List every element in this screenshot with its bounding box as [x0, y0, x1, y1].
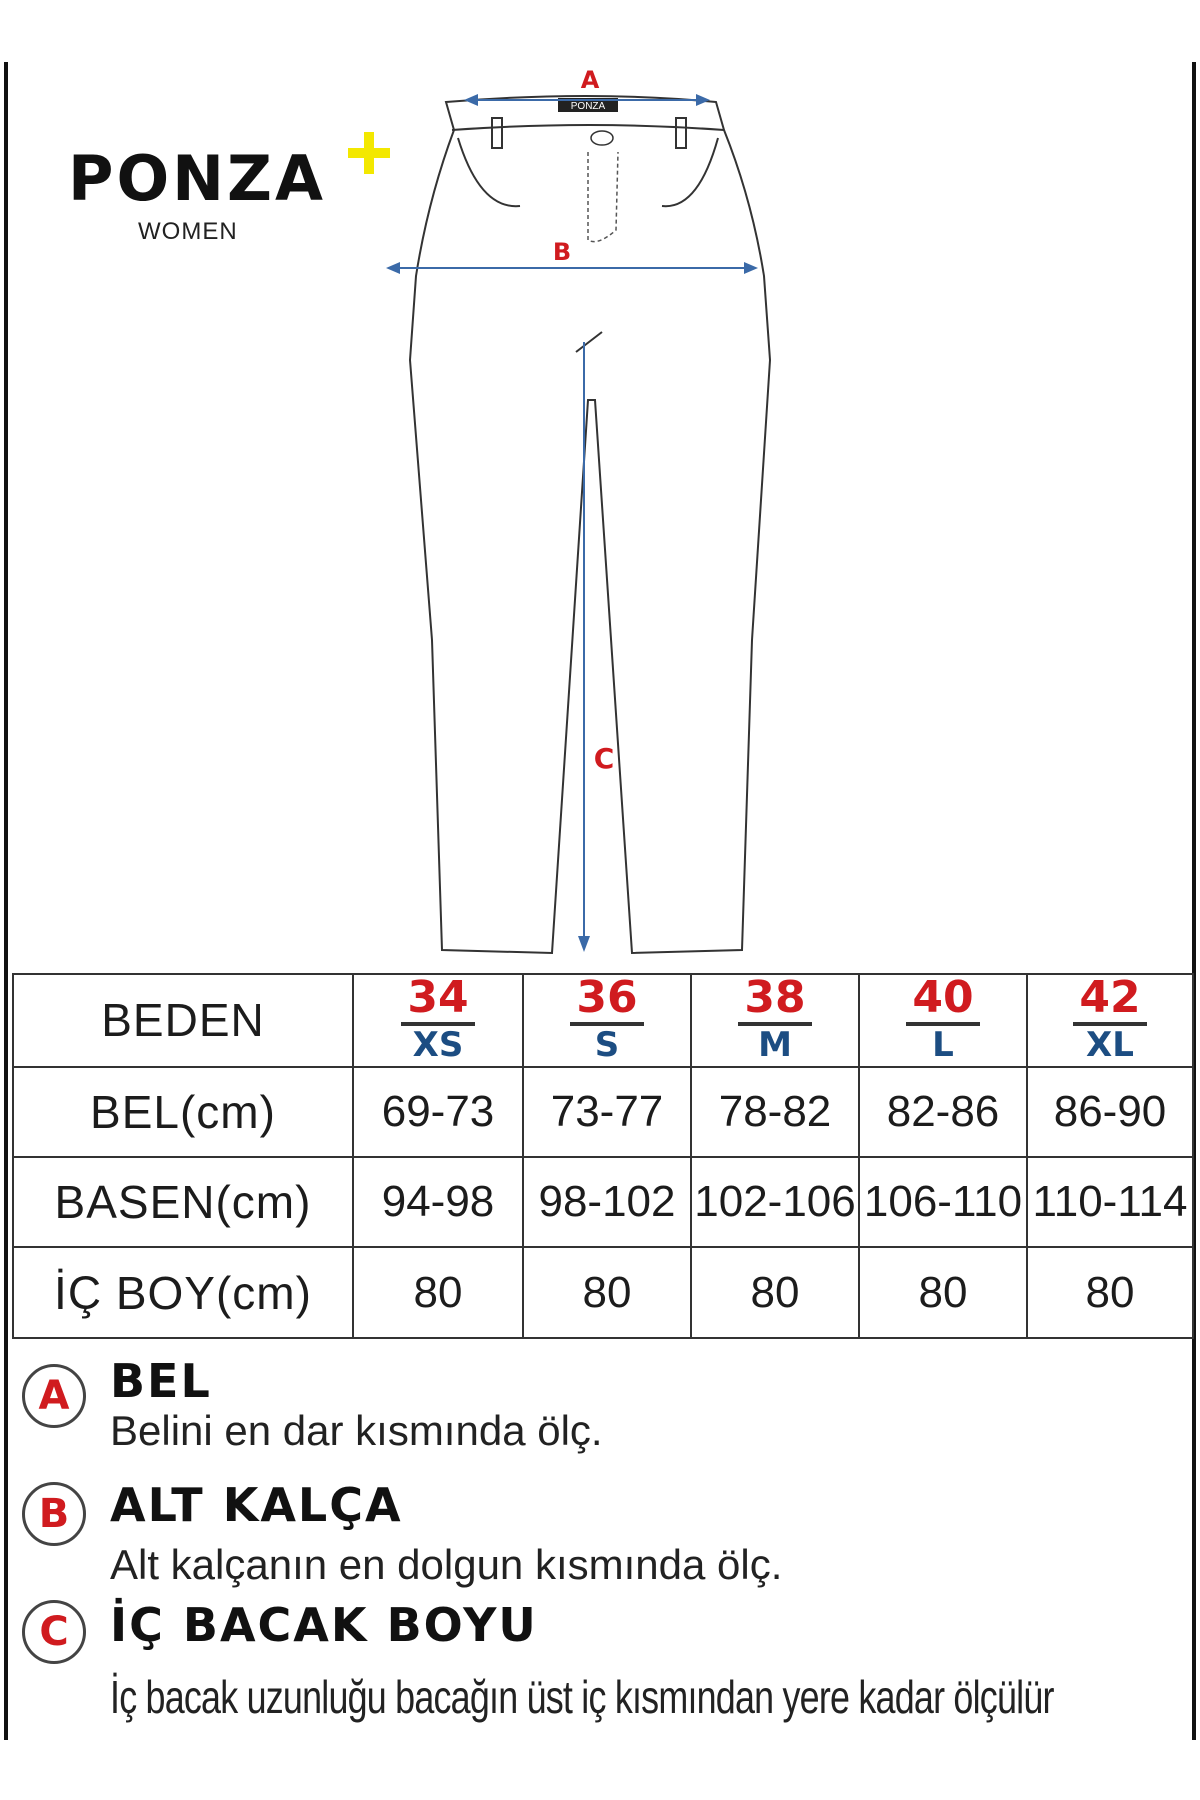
size-number: 40 — [906, 976, 979, 1026]
brand-subtitle: WOMEN — [138, 218, 238, 245]
table-cell: 80 — [691, 1247, 859, 1338]
size-cell-xs — [353, 974, 523, 1067]
row-label: İÇ BOY(cm) — [13, 1247, 353, 1338]
size-header-row — [13, 974, 1193, 1067]
table-cell: 110-114 — [1027, 1157, 1193, 1247]
legend-description: Belini en dar kısmında ölç. — [110, 1407, 603, 1454]
table-cell: 86-90 — [1027, 1067, 1193, 1157]
badge-b: B — [22, 1482, 86, 1546]
size-number: 36 — [570, 976, 643, 1026]
legend-item-c — [20, 1596, 1190, 1736]
size-code: XS — [412, 1025, 464, 1066]
row-label: BASEN(cm) — [13, 1157, 353, 1247]
size-cell-m — [691, 974, 859, 1067]
size-cell-l — [859, 974, 1027, 1067]
legend-title: ALT KALÇA — [110, 1478, 403, 1532]
size-number: 38 — [738, 976, 811, 1026]
label-b: B — [552, 238, 572, 266]
label-c: C — [593, 742, 615, 775]
left-frame-line — [4, 62, 8, 1740]
legend-item-b — [20, 1480, 1190, 1590]
table-cell: 73-77 — [523, 1067, 691, 1157]
brand-logo — [68, 130, 368, 250]
legend-item-a — [20, 1354, 1190, 1468]
legend-description: İç bacak uzunluğu bacağın üst iç kısmından yere kadar ölçülür — [110, 1671, 1054, 1723]
table-cell: 94-98 — [353, 1157, 523, 1247]
table-cell: 80 — [353, 1247, 523, 1338]
size-number: 34 — [401, 976, 474, 1026]
table-row-basen — [13, 1157, 1193, 1247]
badge-a: A — [22, 1364, 86, 1428]
label-a: A — [580, 66, 600, 94]
row-label: BEL(cm) — [13, 1067, 353, 1157]
table-row-ic-boy — [13, 1247, 1193, 1338]
trousers-outline — [410, 96, 770, 953]
size-code: XL — [1086, 1025, 1134, 1066]
brand-name: PONZA — [68, 142, 326, 215]
trousers-diagram — [380, 60, 780, 960]
waist-tag-text: PONZA — [570, 101, 606, 112]
size-code: M — [758, 1025, 792, 1066]
front-button — [591, 131, 613, 145]
size-number: 42 — [1073, 976, 1146, 1026]
size-cell-s — [523, 974, 691, 1067]
badge-c: C — [22, 1600, 86, 1664]
table-cell: 102-106 — [691, 1157, 859, 1247]
table-row-bel — [13, 1067, 1193, 1157]
size-table — [12, 973, 1194, 1339]
table-cell: 98-102 — [523, 1157, 691, 1247]
table-cell: 82-86 — [859, 1067, 1027, 1157]
table-cell: 106-110 — [859, 1157, 1027, 1247]
size-code: L — [932, 1025, 954, 1066]
size-cell-xl — [1027, 974, 1193, 1067]
legend-title: BEL — [110, 1354, 212, 1408]
table-cell: 78-82 — [691, 1067, 859, 1157]
table-cell: 80 — [859, 1247, 1027, 1338]
legend-description: Alt kalçanın en dolgun kısmında ölç. — [110, 1541, 783, 1588]
table-cell: 69-73 — [353, 1067, 523, 1157]
beden-header: BEDEN — [13, 974, 353, 1067]
size-code: S — [594, 1025, 620, 1066]
legend-title: İÇ BACAK BOYU — [110, 1598, 538, 1652]
table-cell: 80 — [1027, 1247, 1193, 1338]
right-frame-line — [1192, 62, 1196, 1740]
table-cell: 80 — [523, 1247, 691, 1338]
